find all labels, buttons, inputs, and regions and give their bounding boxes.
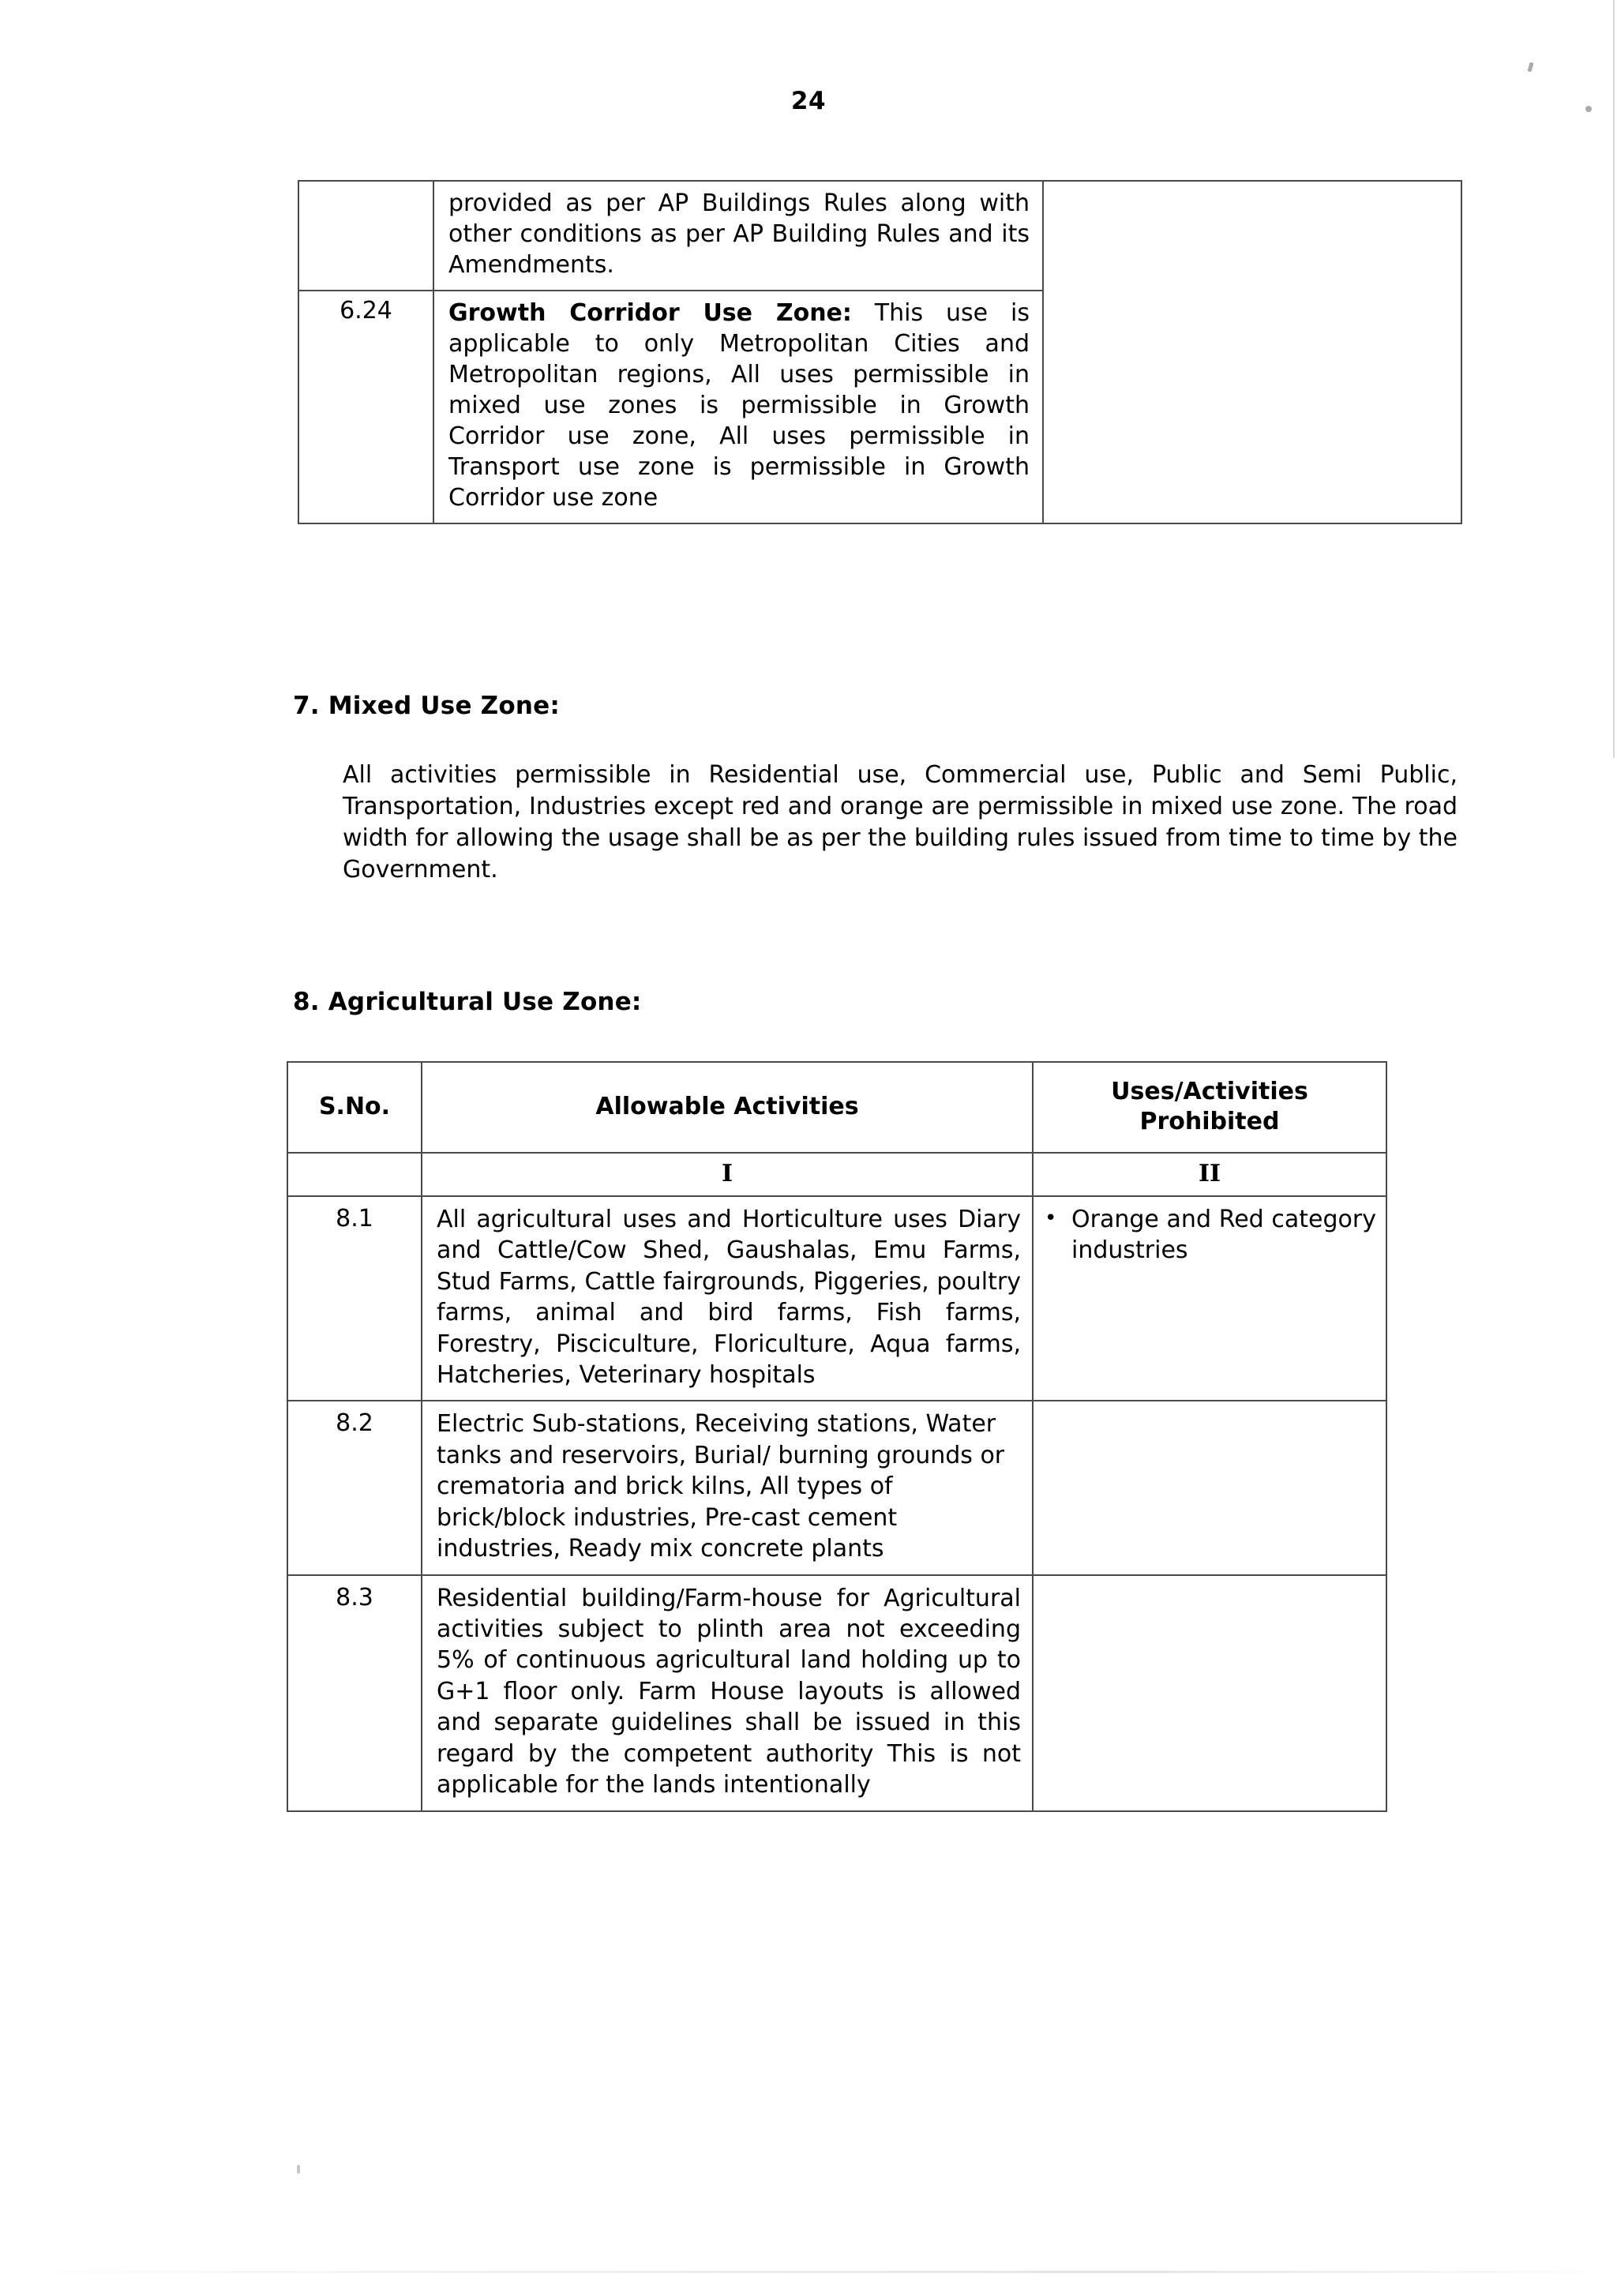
page-number: 24 [790, 87, 827, 115]
scan-speck-artifact [1527, 62, 1533, 73]
row-allowable-8-3: Residential building/Farm-house for Agricultural activities subject to plinth area not exceeding 5% of continuous agricultural land holding up to G+1 floor only. Farm House layouts is allowed and separate guidelines shall be issued in this regard by the competent authority This is not applicable for the lands intentionally [422, 1575, 1033, 1811]
row-sno-8-3: 8.3 [287, 1575, 422, 1811]
table-one-activities-cell [433, 291, 1043, 523]
growth-corridor-label: Growth Corridor Use Zone: [448, 299, 852, 327]
table-row [287, 1401, 1386, 1574]
table-row [298, 181, 1461, 291]
table-one-activities-cell: provided as per AP Buildings Rules along with other conditions as per AP Building Rules and its Amendments. [433, 181, 1043, 291]
row-allowable-8-2: Electric Sub-stations, Receiving stations, Water tanks and reservoirs, Burial/ burning grounds or crematoria and brick kilns, All types of brick/block industries, Pre-cast cement industries, Ready mix concrete plants [422, 1401, 1033, 1574]
table-numeral-row [287, 1153, 1386, 1196]
table-one-prohibited-cell [1043, 181, 1461, 523]
growth-corridor-text: This use is applicable to only Metropolitan Cities and Metropolitan regions, All uses permissible in mixed use zones is permissible in Growth Corridor use zone, All uses permissible in Transport use zone is permissible in Growth Corridor use zone [448, 299, 1030, 512]
growth-corridor-table [298, 180, 1462, 524]
mixed-use-zone-paragraph: All activities permissible in Residential use, Commercial use, Public and Semi Public, Transportation, Industries except red and orange are permissible in mixed use zone. The road width for allowing the usage shall be as per the building rules issued from time to time by the Government. [343, 761, 1458, 884]
row-sno-8-1: 8.1 [287, 1196, 422, 1401]
scan-speck-artifact [297, 2165, 300, 2174]
agricultural-use-zone-table [287, 1061, 1387, 1812]
bullet-list-item [1041, 1204, 1376, 1266]
row-prohibited-8-3 [1033, 1575, 1386, 1811]
table-one-sno-cell: 6.24 [298, 291, 433, 523]
column-header-allowable-activities: Allowable Activities [422, 1062, 1033, 1153]
column-numeral-sno [287, 1153, 422, 1196]
table-header-row [287, 1062, 1386, 1153]
row-prohibited-8-1 [1033, 1196, 1386, 1401]
row-sno-8-2: 8.2 [287, 1401, 422, 1574]
table-row [287, 1196, 1386, 1401]
bullet-point-icon: • [1045, 1206, 1057, 1230]
table-one-sno-cell [298, 181, 433, 291]
row-allowable-8-1: All agricultural uses and Horticulture uses Diary and Cattle/Cow Shed, Gaushalas, Emu Farms, Stud Farms, Cattle fairgrounds, Piggeries, poultry farms, animal and bird farms, Fish farms, Forestry, Pisciculture, Floriculture, Aqua farms, Hatcheries, Veterinary hospitals [422, 1196, 1033, 1401]
heading-mixed-use-zone: 7. Mixed Use Zone: [293, 692, 560, 720]
column-numeral-two: II [1033, 1153, 1386, 1196]
bullet-text-orange-red-category: Orange and Red category industries [1071, 1205, 1376, 1265]
row-prohibited-8-2 [1033, 1401, 1386, 1574]
heading-agricultural-use-zone: 8. Agricultural Use Zone: [293, 988, 642, 1016]
column-header-uses-activities-prohibited: Uses/Activities Prohibited [1033, 1062, 1386, 1153]
column-header-sno: S.No. [287, 1062, 422, 1153]
table-row [287, 1575, 1386, 1811]
page-bottom-shadow [0, 2271, 1617, 2273]
column-numeral-one: I [422, 1153, 1033, 1196]
